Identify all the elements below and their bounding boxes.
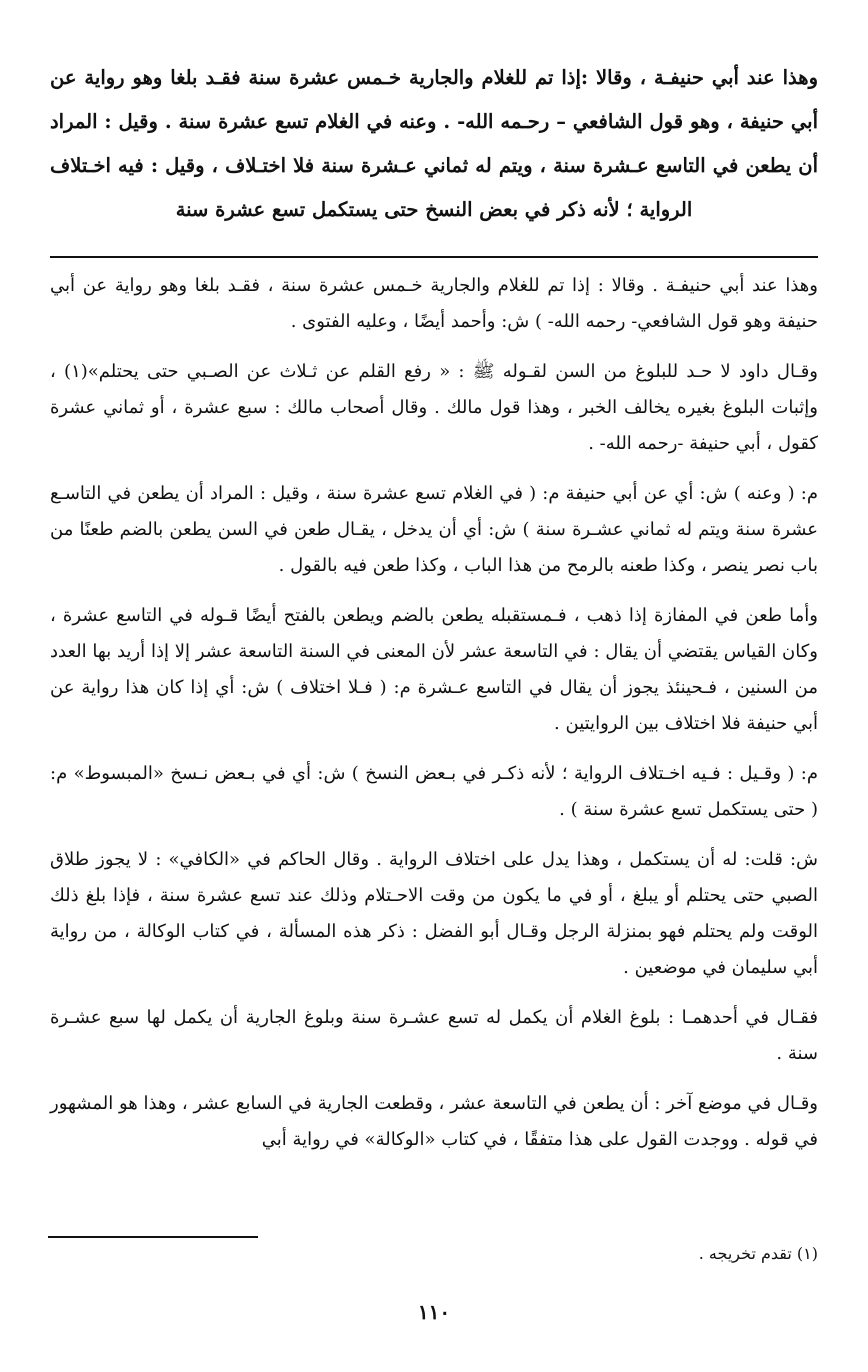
main-text: وهذا عند أبي حنيفـة ، وقالا :إذا تم للغلام والجارية خـمس عشرة سنة فقـد بلغا وهو رواية عن أبي حنيفة ، وهو قول الشافعي – رحـمه الله- . وعنه في الغلام تسع عشرة سنة . وقيل : المراد أن يطعن في التاسع عـشرة سنة ، ويتم له ثماني عـشرة سنة فلا اختـلاف ، وقيل : فيه اخـتلاف الرواية ؛ لأنه ذكر في بعض النسخ حتى يستكمل تسع عشرة سنة <box>50 66 818 221</box>
separator-line <box>50 256 818 258</box>
footnote: (١) تقدم تخريجه . <box>698 1244 818 1263</box>
commentary-paragraph-6: ش: قلت: له أن يستكمل ، وهذا يدل على اختلاف الرواية . وقال الحاكم في «الكافي» : لا يجوز طلاق الصبي حتى يحتلم أو يبلغ ، أو في ما يكون من وقت الاحـتلام وذلك عند تسع عشرة سنة ، فإذا بلغ ذلك الوقت ولم يحتلم فهو بمنزلة الرجل وقـال أبو الفضل : ذكر هذه المسألة ، في كتاب الوكالة ، من رواية أبي سليمان في موضعين . <box>50 849 818 978</box>
commentary-paragraph-1: وهذا عند أبي حنيفـة . وقالا : إذا تم للغلام والجارية خـمس عشرة سنة ، فقـد بلغا وهو رواية عن أبي حنيفة وهو قول الشافعي- رحمه الله- ) ش: وأحمد أيضًا ، وعليه الفتوى . <box>50 275 818 332</box>
commentary-paragraph-8: وقـال في موضع آخر : أن يطعن في التاسعة عشر ، وقطعت الجارية في السابع عشر ، وهذا هو المشهور في قوله . ووجدت القول على هذا متفقًا ، في كتاب «الوكالة» في رواية أبي <box>50 1093 818 1150</box>
commentary-paragraph-3: م: ( وعنه ) ش: أي عن أبي حنيفة م: ( في الغلام تسع عشرة سنة ، وقيل : المراد أن يطعن في التاسـع عشرة سنة ويتم له ثماني عشـرة سنة ) ش: أي أن يدخل ، يقـال طعن في السن يطعن بالضم طعنًا من باب نصر ينصر ، وكذا طعنه بالرمح من هذا الباب ، وكذا طعن فيه بالقول . <box>50 483 818 576</box>
commentary-paragraph-7: فقـال في أحدهمـا : بلوغ الغلام أن يكمل له تسع عشـرة سنة وبلوغ الجارية أن يكمل لها سبع عشـرة سنة . <box>50 1007 818 1064</box>
page-number: ١١٠ <box>417 1300 451 1324</box>
commentary-paragraph-2: وقـال داود لا حـد للبلوغ من السن لقـوله ﷺ : « رفع القلم عن ثـلاث عن الصـبي حتى يحتلم»(١) ، وإثبات البلوغ بغيره يخالف الخبر ، وهذا قول مالك . وقال أصحاب مالك : سبع عشرة ، أو ثماني عشرة كقول ، أبي حنيفة -رحمه الله- . <box>50 361 818 454</box>
commentary-paragraph-4: وأما طعن في المفازة إذا ذهب ، فـمستقبله يطعن بالضم ويطعن بالفتح أيضًا قـوله في التاسع عشرة ، وكان القياس يقتضي أن يقال : في التاسعة عشر لأن المعنى في السنة التاسعة عشر إلا إذا أريد بها العدد من السنين ، فـحينئذ يجوز أن يقال في التاسع عـشرة م: ( فـلا اختلاف ) ش: أي إذا كان هذا رواية عن أبي حنيفة فلا اختلاف بين الروايتين . <box>50 605 818 734</box>
commentary <box>50 268 818 1158</box>
footnote-separator <box>48 1236 258 1238</box>
commentary-paragraph-5: م: ( وقـيل : فـيه اخـتلاف الرواية ؛ لأنه ذكـر في بـعض النسخ ) ش: أي في بـعض نـسخ «المبسوط» م: ( حتى يستكمل تسع عشرة سنة ) . <box>50 763 818 820</box>
